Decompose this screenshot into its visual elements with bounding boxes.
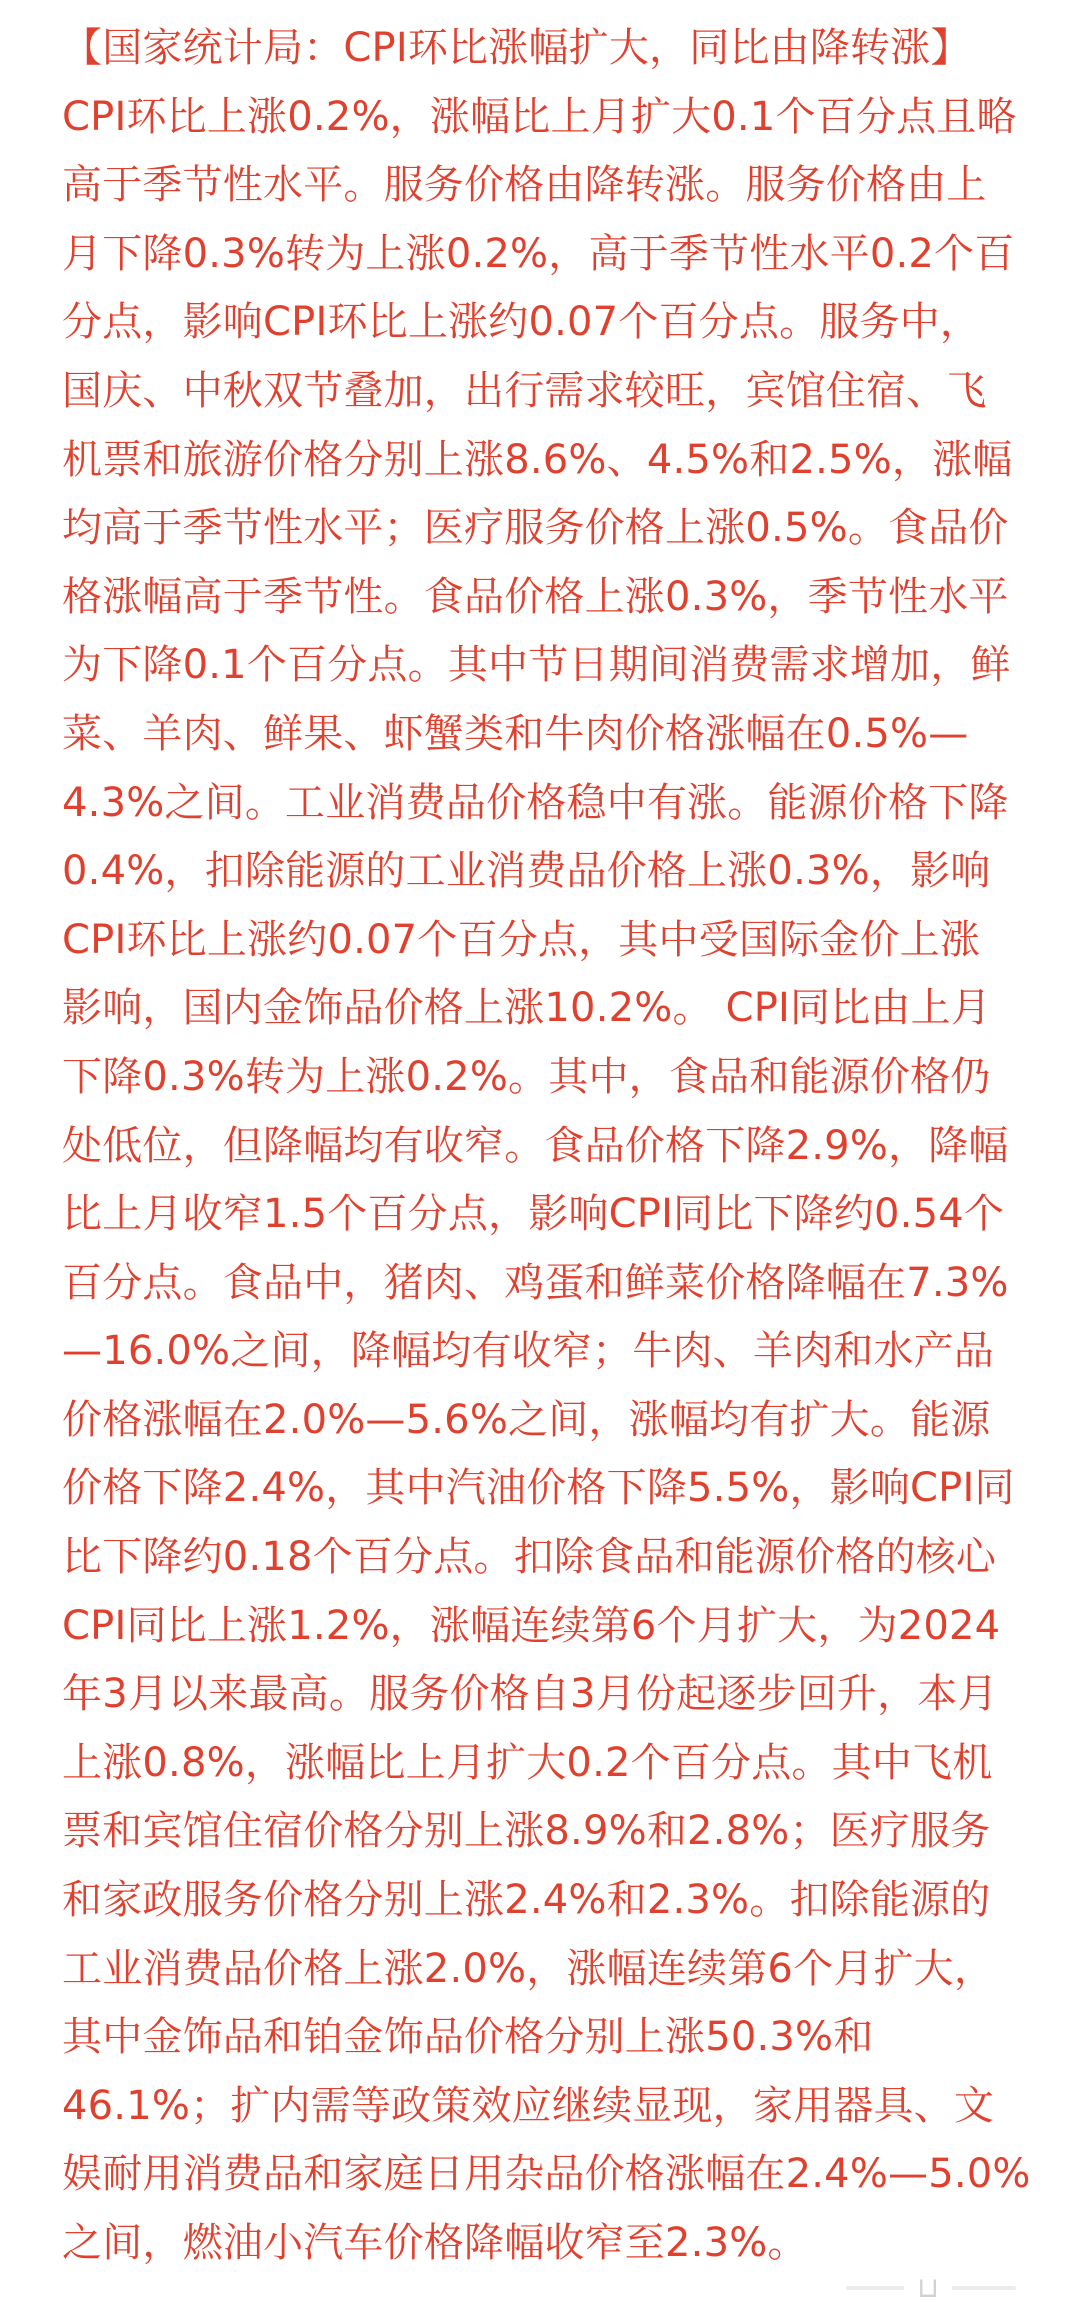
paragraph-line: 娱耐用消费品和家庭日用杂品价格涨幅在2.4%—5.0% — [62, 2151, 1031, 2198]
paragraph-line: 0.4%，扣除能源的工业消费品价格上涨0.3%，影响 — [62, 848, 991, 895]
paragraph-line: 比下降约0.18个百分点。扣除食品和能源价格的核心 — [62, 1534, 997, 1581]
paragraph-line: 比上月收窄1.5个百分点，影响CPI同比下降约0.54个 — [62, 1191, 1005, 1238]
headline: 【国家统计局：CPI环比涨幅扩大，同比由降转涨】 — [62, 25, 971, 71]
paragraph-line: 国庆、中秋双节叠加，出行需求较旺，宾馆住宿、飞 — [62, 367, 987, 414]
paragraph-line: 价格下降2.4%，其中汽油价格下降5.5%，影响CPI同 — [62, 1465, 1015, 1512]
paragraph-line: —16.0%之间，降幅均有收窄；牛肉、羊肉和水产品 — [62, 1328, 995, 1375]
paragraph-line: 和家政服务价格分别上涨2.4%和2.3%。扣除能源的 — [62, 1877, 991, 1924]
paragraph-line: CPI环比上涨约0.07个百分点，其中受国际金价上涨 — [62, 916, 981, 963]
paragraph-line: 均高于季节性水平；医疗服务价格上涨0.5%。食品价 — [62, 505, 1009, 552]
paragraph-line: 价格涨幅在2.0%—5.6%之间，涨幅均有扩大。能源 — [62, 1396, 991, 1443]
paragraph-line: 之间，燃油小汽车价格降幅收窄至2.3%。 — [62, 2220, 808, 2266]
paragraph-line: 格涨幅高于季节性。食品价格上涨0.3%，季节性水平 — [62, 573, 1009, 620]
paragraph-line: 高于季节性水平。服务价格由降转涨。服务价格由上 — [62, 162, 987, 209]
paragraph-line: 票和宾馆住宿价格分别上涨8.9%和2.8%；医疗服务 — [62, 1808, 991, 1855]
paragraph-line: 为下降0.1个百分点。其中节日期间消费需求增加，鲜 — [62, 642, 1011, 689]
paragraph-line: 其中金饰品和铂金饰品价格分别上涨50.3%和 — [62, 2014, 874, 2061]
paragraph-line: 上涨0.8%，涨幅比上月扩大0.2个百分点。其中飞机 — [62, 1739, 993, 1786]
paragraph-line: 处低位，但降幅均有收窄。食品价格下降2.9%，降幅 — [62, 1122, 1009, 1169]
paragraph-line: 影响，国内金饰品价格上涨10.2%。 CPI同比由上月 — [62, 985, 992, 1032]
paragraph-line: CPI环比上涨0.2%，涨幅比上月扩大0.1个百分点且略 — [62, 93, 1017, 140]
paragraph-line: 46.1%；扩内需等政策效应继续显现，家用器具、文 — [62, 2082, 995, 2129]
paragraph-line: 菜、羊肉、鲜果、虾蟹类和牛肉价格涨幅在0.5%— — [62, 710, 969, 757]
paragraph-line: 机票和旅游价格分别上涨8.6%、4.5%和2.5%，涨幅 — [62, 436, 1013, 483]
paragraph-line: 分点，影响CPI环比上涨约0.07个百分点。服务中， — [62, 299, 981, 346]
article-body — [62, 14, 1052, 2278]
paragraph-line: CPI同比上涨1.2%，涨幅连续第6个月扩大，为2024 — [62, 1602, 1001, 1649]
watermark-logo-icon — [846, 2271, 1016, 2305]
paragraph-line: 4.3%之间。工业消费品价格稳中有涨。能源价格下降 — [62, 779, 1009, 826]
paragraph-line: 年3月以来最高。服务价格自3月份起逐步回升，本月 — [62, 1671, 998, 1718]
paragraph-line: 百分点。食品中，猪肉、鸡蛋和鲜菜价格降幅在7.3% — [62, 1259, 1009, 1306]
watermark-glyph-icon: ⊔ — [904, 2271, 952, 2305]
paragraph-line: 工业消费品价格上涨2.0%，涨幅连续第6个月扩大， — [62, 1945, 995, 1992]
paragraph-line: 月下降0.3%转为上涨0.2%，高于季节性水平0.2个百 — [62, 230, 1015, 277]
paragraph-line: 下降0.3%转为上涨0.2%。其中，食品和能源价格仍 — [62, 1053, 991, 1100]
